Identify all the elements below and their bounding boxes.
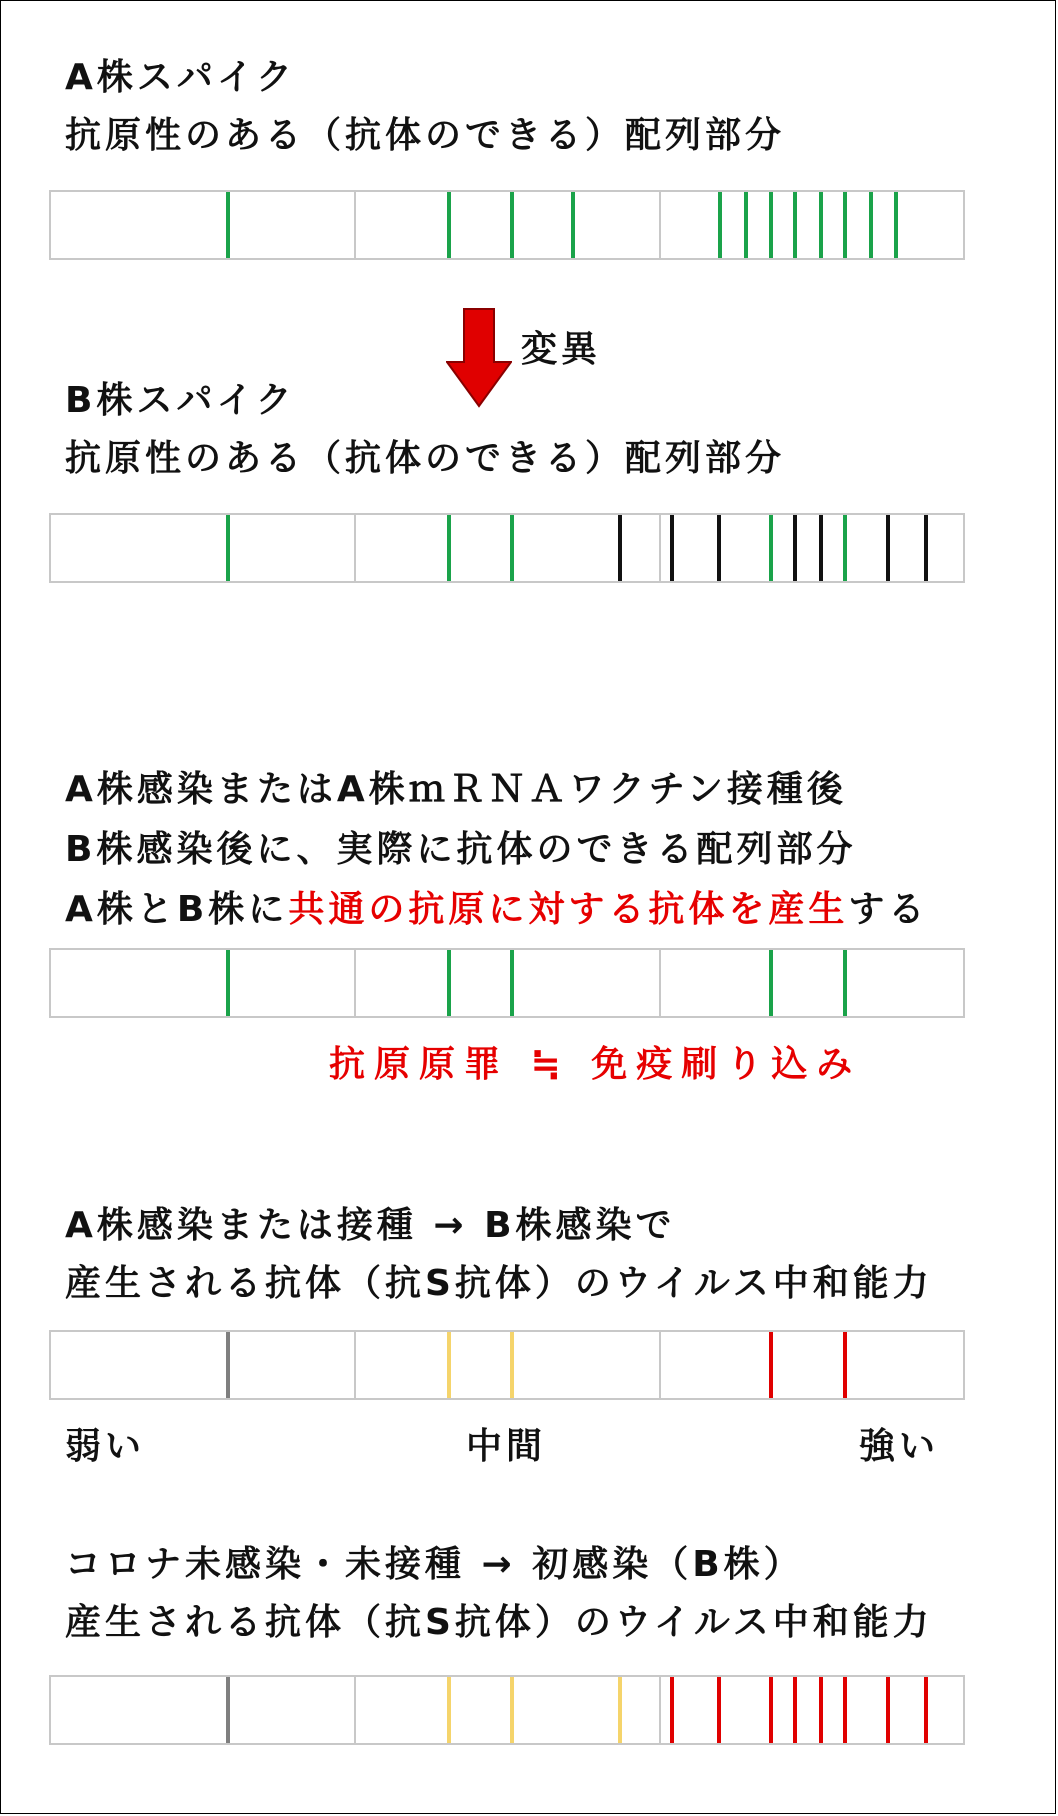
bar-divider xyxy=(354,1332,356,1398)
epitope-mark-yellow xyxy=(447,1677,451,1743)
bar-divider xyxy=(354,1677,356,1743)
bar-divider xyxy=(659,515,661,581)
epitope-mark-green xyxy=(226,192,230,258)
epitope-mark-green xyxy=(793,192,797,258)
original-antigenic-sin-note: 抗原原罪 ≒ 免疫刷り込み xyxy=(329,1044,862,1085)
epitope-mark-gray xyxy=(226,1332,230,1398)
epitope-mark-green xyxy=(226,515,230,581)
epitope-mark-green xyxy=(843,192,847,258)
epitope-mark-red xyxy=(924,1677,928,1743)
common-line-3-highlight: 共通の抗原に対する抗体を産生 xyxy=(288,889,849,930)
epitope-mark-green xyxy=(510,515,514,581)
epitope-mark-red xyxy=(843,1677,847,1743)
bar-divider xyxy=(659,950,661,1016)
epitope-mark-green xyxy=(447,192,451,258)
b-spike-title: B株スパイク xyxy=(65,380,296,421)
epitope-mark-red xyxy=(819,1677,823,1743)
common-line-1: A株感染またはA株ｍＲＮＡワクチン接種後 xyxy=(65,769,847,810)
bar-divider xyxy=(659,1332,661,1398)
epitope-mark-green xyxy=(769,950,773,1016)
epitope-mark-black xyxy=(819,515,823,581)
epitope-mark-green xyxy=(843,950,847,1016)
epitope-mark-green xyxy=(226,950,230,1016)
epitope-mark-black xyxy=(886,515,890,581)
epitope-mark-black xyxy=(618,515,622,581)
epitope-mark-red xyxy=(769,1677,773,1743)
epitope-mark-green xyxy=(894,192,898,258)
scale-strong-label: 強い xyxy=(859,1426,940,1467)
common-line-2: B株感染後に、実際に抗体のできる配列部分 xyxy=(65,829,857,870)
naive-line-1: コロナ未感染・未接種 → 初感染（B株） xyxy=(65,1544,804,1585)
epitope-mark-black xyxy=(670,515,674,581)
epitope-mark-green xyxy=(869,192,873,258)
epitope-mark-green xyxy=(718,192,722,258)
a-spike-title: A株スパイク xyxy=(65,57,297,98)
naive-line-2: 産生される抗体（抗S抗体）のウイルス中和能力 xyxy=(65,1602,933,1643)
common-line-3 xyxy=(65,888,928,932)
sequence-bar-b xyxy=(49,513,965,583)
bar-divider xyxy=(354,192,356,258)
bar-divider xyxy=(659,1677,661,1743)
a-spike-subtitle: 抗原性のある（抗体のできる）配列部分 xyxy=(65,115,786,156)
epitope-mark-red xyxy=(769,1332,773,1398)
bar-divider xyxy=(354,515,356,581)
common-line-3-post: する xyxy=(848,889,929,930)
naive-neutralization-bar xyxy=(49,1675,965,1745)
epitope-mark-green xyxy=(744,192,748,258)
epitope-mark-yellow xyxy=(510,1332,514,1398)
bar-divider xyxy=(659,192,661,258)
common-line-3-pre: A株とB株に xyxy=(65,889,289,930)
epitope-mark-green xyxy=(510,192,514,258)
epitope-mark-green xyxy=(769,192,773,258)
epitope-mark-black xyxy=(924,515,928,581)
neutral-line-1: A株感染または接種 → B株感染で xyxy=(65,1205,676,1246)
epitope-mark-yellow xyxy=(447,1332,451,1398)
sequence-bar-a xyxy=(49,190,965,260)
sequence-bar-common xyxy=(49,948,965,1018)
epitope-mark-green xyxy=(571,192,575,258)
epitope-mark-gray xyxy=(226,1677,230,1743)
epitope-mark-red xyxy=(793,1677,797,1743)
neutralization-bar xyxy=(49,1330,965,1400)
epitope-mark-green xyxy=(447,515,451,581)
epitope-mark-red xyxy=(843,1332,847,1398)
epitope-mark-green xyxy=(769,515,773,581)
epitope-mark-black xyxy=(793,515,797,581)
epitope-mark-red xyxy=(670,1677,674,1743)
bar-divider xyxy=(354,950,356,1016)
epitope-mark-green xyxy=(843,515,847,581)
epitope-mark-green xyxy=(447,950,451,1016)
epitope-mark-yellow xyxy=(618,1677,622,1743)
epitope-mark-green xyxy=(510,950,514,1016)
epitope-mark-red xyxy=(886,1677,890,1743)
neutral-line-2: 産生される抗体（抗S抗体）のウイルス中和能力 xyxy=(65,1263,933,1304)
mutation-label: 変異 xyxy=(521,329,602,370)
scale-weak-label: 弱い xyxy=(65,1426,146,1467)
epitope-mark-black xyxy=(717,515,721,581)
epitope-mark-red xyxy=(717,1677,721,1743)
down-arrow-icon xyxy=(446,308,512,408)
scale-mid-label: 中間 xyxy=(466,1426,547,1467)
epitope-mark-yellow xyxy=(510,1677,514,1743)
epitope-mark-green xyxy=(819,192,823,258)
b-spike-subtitle: 抗原性のある（抗体のできる）配列部分 xyxy=(65,438,786,479)
